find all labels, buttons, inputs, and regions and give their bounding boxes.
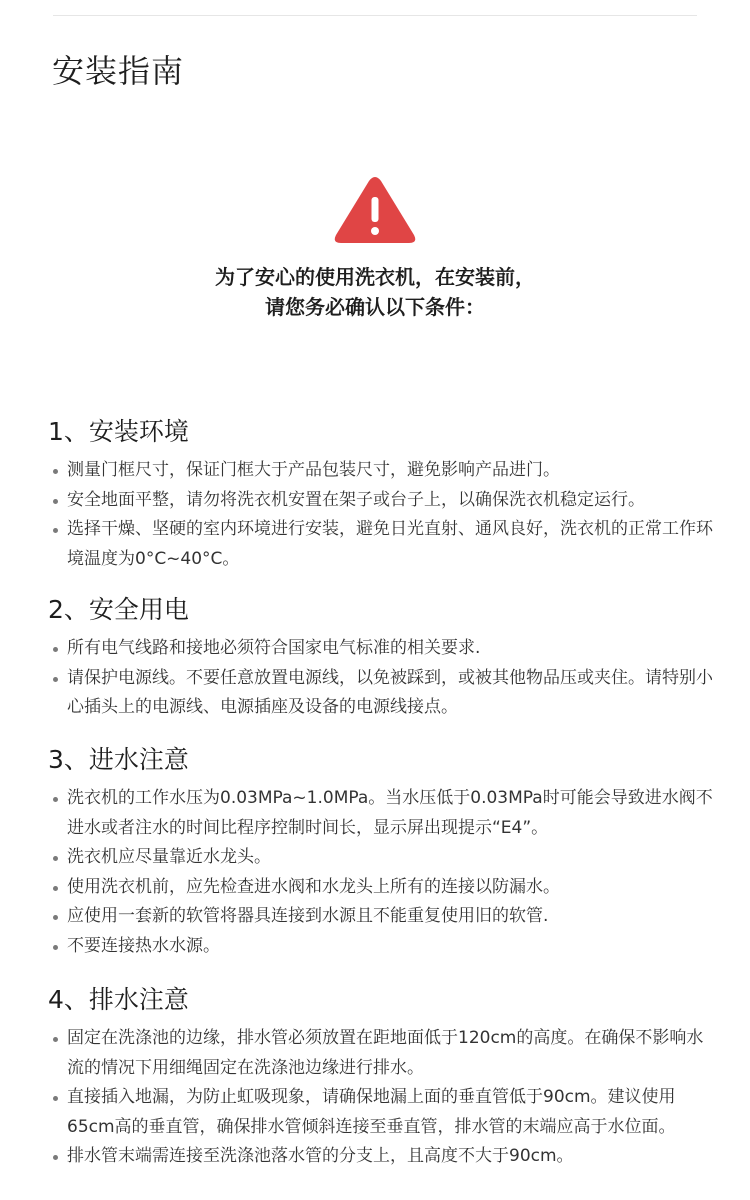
section-title: 1、安装环境 — [48, 417, 189, 446]
installation-notice — [0, 262, 750, 322]
section-title: 4、排水注意 — [48, 985, 189, 1014]
list-item: 直接插入地漏，为防止虹吸现象，请确保地漏上面的垂直管低于90cm。建议使用65cm高的垂直管，确保排水管倾斜连接至垂直管，排水管的末端应高于水位面。 — [48, 1083, 718, 1142]
notice-line-1: 为了安心的使用洗衣机，在安装前， — [215, 265, 535, 289]
bullet-list — [48, 456, 718, 574]
bullet-dot — [53, 469, 58, 474]
list-item: 固定在洗涤池的边缘，排水管必须放置在距地面低于120cm的高度。在确保不影响水流的情况下用细绳固定在洗涤池边缘进行排水。 — [48, 1024, 718, 1083]
bullet-list — [48, 784, 718, 961]
list-item: 不要连接热水水源。 — [48, 932, 718, 962]
list-item: 应使用一套新的软管将器具连接到水源且不能重复使用旧的软管. — [48, 902, 718, 932]
notice-line-2: 请您务必确认以下条件： — [265, 295, 485, 319]
list-item: 洗衣机的工作水压为0.03MPa~1.0MPa。当水压低于0.03MPa时可能会导致进水阀不进水或者注水的时间比程序控制时间长，显示屏出现提示“E4”。 — [48, 784, 718, 843]
section-electrical-safety — [48, 594, 718, 723]
section-title: 2、安全用电 — [48, 595, 189, 624]
list-item: 排水管末端需连接至洗涤池落水管的分支上，且高度不大于90cm。 — [48, 1142, 718, 1172]
bullet-dot — [53, 499, 58, 504]
section-installation-environment — [48, 416, 718, 574]
section-drainage — [48, 984, 718, 1172]
page-title: 安装指南 — [52, 52, 185, 90]
warning-triangle-icon — [333, 175, 417, 245]
bullet-dot — [53, 856, 58, 861]
bullet-dot — [53, 528, 58, 533]
section-water-inlet — [48, 744, 718, 961]
list-item: 洗衣机应尽量靠近水龙头。 — [48, 843, 718, 873]
bullet-dot — [53, 945, 58, 950]
list-item: 请保护电源线。不要任意放置电源线，以免被踩到，或被其他物品压或夹住。请特别小心插头上的电源线、电源插座及设备的电源线接点。 — [48, 664, 718, 723]
list-item: 安全地面平整，请勿将洗衣机安置在架子或台子上，以确保洗衣机稳定运行。 — [48, 486, 718, 516]
bullet-dot — [53, 677, 58, 682]
list-item: 测量门框尺寸，保证门框大于产品包装尺寸，避免影响产品进门。 — [48, 456, 718, 486]
bullet-dot — [53, 1096, 58, 1101]
section-title: 3、进水注意 — [48, 745, 189, 774]
bullet-dot — [53, 886, 58, 891]
bullet-dot — [53, 1155, 58, 1160]
bullet-list — [48, 634, 718, 723]
bullet-dot — [53, 647, 58, 652]
list-item: 使用洗衣机前，应先检查进水阀和水龙头上所有的连接以防漏水。 — [48, 873, 718, 903]
list-item: 选择干燥、坚硬的室内环境进行安装，避免日光直射、通风良好，洗衣机的正常工作环境温度为0°C~40°C。 — [48, 515, 718, 574]
bullet-dot — [53, 1037, 58, 1042]
top-divider — [53, 15, 697, 16]
bullet-dot — [53, 797, 58, 802]
bullet-list — [48, 1024, 718, 1172]
bullet-dot — [53, 915, 58, 920]
list-item: 所有电气线路和接地必须符合国家电气标准的相关要求. — [48, 634, 718, 664]
